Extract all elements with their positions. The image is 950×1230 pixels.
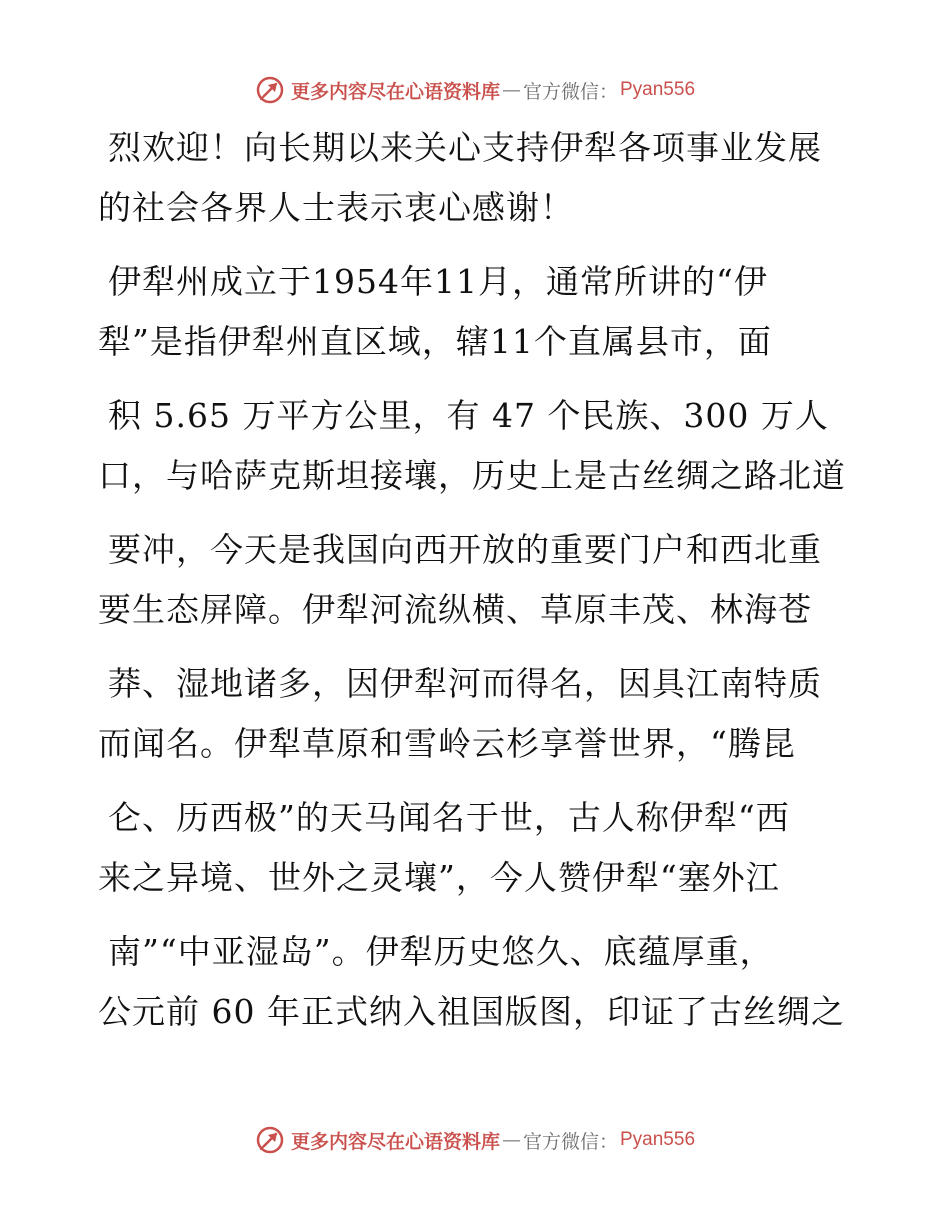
- watermark-brand: 更多内容尽在心语资料库: [290, 80, 500, 103]
- text-line: 莽、湿地诸多，因伊犁河而得名，因具江南特质: [108, 664, 822, 703]
- text-line: 来之异境、世外之灵壤”，今人赞伊犁“塞外江: [98, 858, 780, 897]
- watermark-text: [291, 77, 695, 104]
- header-watermark: [0, 70, 950, 110]
- text-line: 公元前 60 年正式纳入祖国版图，印证了古丝绸之: [98, 992, 845, 1031]
- watermark-brand: 更多内容尽在心语资料库: [290, 1130, 500, 1153]
- quill-logo-icon: [255, 75, 285, 105]
- watermark-dash: —: [501, 79, 521, 101]
- text-line: 积 5.65 万平方公里，有 47 个民族、300 万人: [108, 396, 829, 435]
- text-line: 要生态屏障。伊犁河流纵横、草原丰茂、林海苍: [98, 590, 812, 629]
- text-line: 伊犁州成立于1954年11月，通常所讲的“伊: [108, 262, 768, 301]
- text-line: 烈欢迎！向长期以来关心支持伊犁各项事业发展: [108, 128, 822, 167]
- text-line: 口，与哈萨克斯坦接壤，历史上是古丝绸之路北道: [98, 456, 846, 495]
- text-line: 仑、历西极”的天马闻名于世，古人称伊犁“西: [108, 798, 790, 837]
- watermark-official-label: 官方微信：: [522, 1130, 618, 1153]
- watermark-text: [291, 1127, 695, 1154]
- text-line: 犁”是指伊犁州直区域，辖11个直属县市，面: [98, 322, 772, 361]
- text-line: 要冲，今天是我国向西开放的重要门户和西北重: [108, 530, 822, 569]
- quill-logo-icon: [255, 1125, 285, 1155]
- text-line: 的社会各界人士表示衷心感谢！: [98, 188, 574, 227]
- watermark-wechat-id: Pyan556: [620, 79, 696, 100]
- watermark-dash: —: [501, 1129, 521, 1151]
- watermark-official-label: 官方微信：: [522, 80, 618, 103]
- footer-watermark: [0, 1120, 950, 1160]
- text-line: 南”“中亚湿岛”。伊犁历史悠久、底蕴厚重，: [108, 932, 774, 971]
- watermark-wechat-id: Pyan556: [620, 1129, 696, 1150]
- text-line: 而闻名。伊犁草原和雪岭云杉享誉世界，“腾昆: [98, 724, 796, 763]
